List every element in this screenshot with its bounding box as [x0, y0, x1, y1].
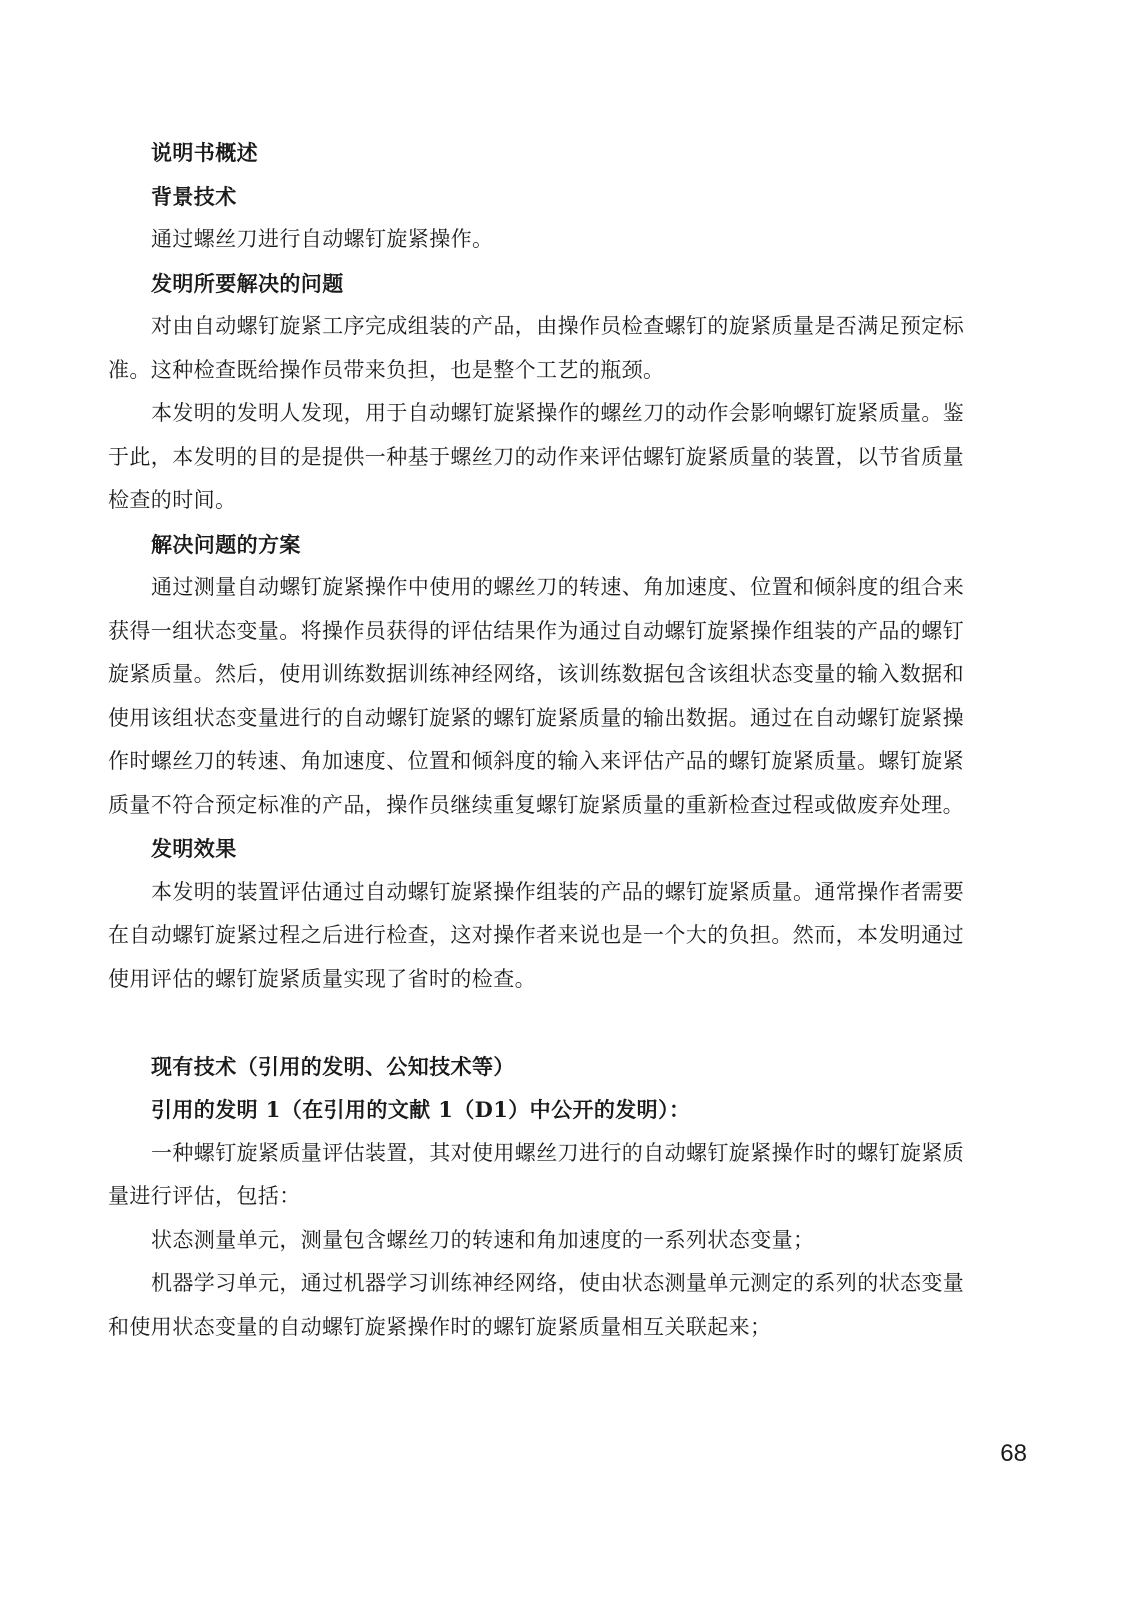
paragraph-line: 质量不符合预定标准的产品，操作员继续重复螺钉旋紧质量的重新检查过程或做废弃处理。: [108, 792, 964, 817]
paragraph-line: 本发明的装置评估通过自动螺钉旋紧操作组装的产品的螺钉旋紧质量。通常操作者需要: [151, 879, 965, 904]
paragraph-line: 作时螺丝刀的转速、角加速度、位置和倾斜度的输入来评估产品的螺钉旋紧质量。螺钉旋紧: [108, 749, 964, 773]
overview-heading: 说明书概述: [151, 140, 258, 165]
paragraph-line: 检查的时间。: [108, 488, 237, 512]
paragraph-line: 量进行评估，包括：: [108, 1184, 301, 1208]
solution-heading: 解决问题的方案: [151, 531, 301, 557]
paragraph-line: 获得一组状态变量。将操作员获得的评估结果作为通过自动螺钉旋紧操作组装的产品的螺钉: [108, 618, 964, 643]
paragraph-line: 和使用状态变量的自动螺钉旋紧操作时的螺钉旋紧质量相互关联起来；: [108, 1314, 772, 1339]
cited-invention-heading: 引用的发明 1（在引用的文献 1（D1）中公开的发明）：: [151, 1097, 691, 1122]
background-paragraph: 通过螺丝刀进行自动螺钉旋紧操作。: [151, 227, 494, 251]
paragraph-line: 本发明的发明人发现，用于自动螺钉旋紧操作的螺丝刀的动作会影响螺钉旋紧质量。鉴: [151, 401, 965, 425]
paragraph-line: 于此，本发明的目的是提供一种基于螺丝刀的动作来评估螺钉旋紧质量的装置，以节省质量: [108, 444, 964, 469]
paragraph-line: 旋紧质量。然后，使用训练数据训练神经网络，该训练数据包含该组状态变量的输入数据和: [108, 662, 964, 686]
paragraph-line: 对由自动螺钉旋紧工序完成组装的产品，由操作员检查螺钉的旋紧质量是否满足预定标: [151, 314, 965, 338]
paragraph-line: 机器学习单元，通过机器学习训练神经网络，使由状态测量单元测定的系列的状态变量: [151, 1271, 965, 1295]
problem-heading: 发明所要解决的问题: [151, 270, 344, 296]
document-body: [108, 131, 1028, 1349]
background-heading: 背景技术: [151, 183, 237, 209]
paragraph-line: 准。这种检查既给操作员带来负担，也是整个工艺的瓶颈。: [108, 357, 665, 382]
paragraph-line: 使用该组状态变量进行的自动螺钉旋紧的螺钉旋紧质量的输出数据。通过在自动螺钉旋紧操: [108, 705, 964, 730]
paragraph-line: 在自动螺钉旋紧过程之后进行检查，这对操作者来说也是一个大的负担。然而，本发明通过: [108, 923, 964, 947]
section-spacer: [108, 1001, 1028, 1045]
paragraph-line: 状态测量单元，测量包含螺丝刀的转速和角加速度的一系列状态变量；: [151, 1227, 815, 1252]
page-number: 68: [1000, 1440, 1027, 1467]
effect-heading: 发明效果: [151, 836, 237, 861]
paragraph-line: 通过测量自动螺钉旋紧操作中使用的螺丝刀的转速、角加速度、位置和倾斜度的组合来: [151, 575, 965, 599]
prior-art-heading: 现有技术（引用的发明、公知技术等）: [151, 1053, 515, 1079]
paragraph-line: 使用评估的螺钉旋紧质量实现了省时的检查。: [108, 966, 536, 991]
paragraph-line: 一种螺钉旋紧质量评估装置，其对使用螺丝刀进行的自动螺钉旋紧操作时的螺钉旋紧质: [151, 1140, 965, 1165]
